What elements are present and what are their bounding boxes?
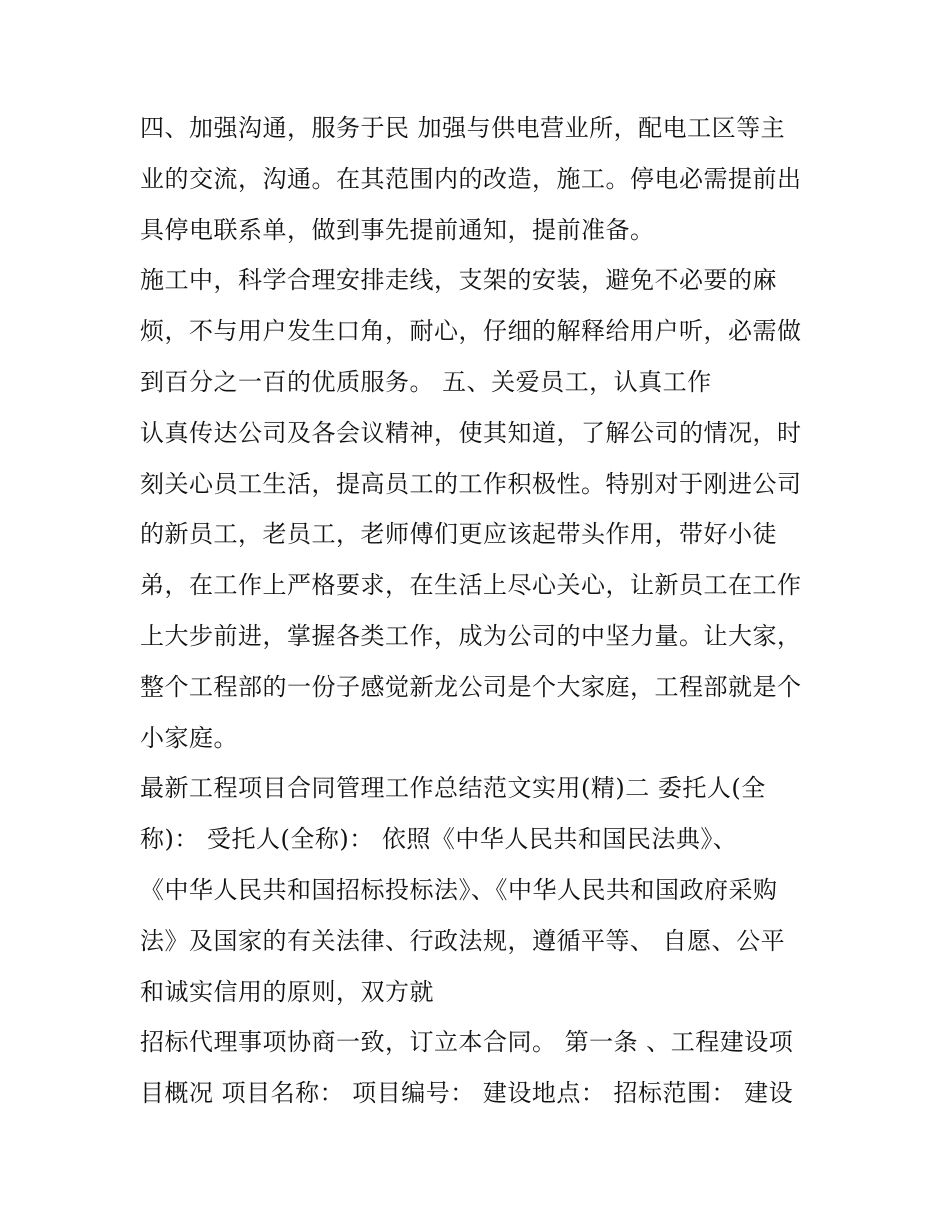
text-line: 目概况 项目名称： 项目编号： 建设地点： 招标范围： 建设 xyxy=(140,1079,794,1108)
text-line: 四、加强沟通，服务于民 加强与供电营业所，配电工区等主 xyxy=(140,114,786,142)
text-line: 和诚实信用的原则，双方就 xyxy=(140,977,434,1006)
text-line: 认真传达公司及各会议精神，使其知道，了解公司的情况，时 xyxy=(140,418,802,447)
text-line: 上大步前进，掌握各类工作，成为公司的中坚力量。让大家， xyxy=(140,621,802,650)
text-line: 整个工程部的一份子感觉新龙公司是个大家庭，工程部就是个 xyxy=(140,672,802,701)
text-line: 称)： 受托人(全称)： 依照《中华人民共和国民法典》、 xyxy=(140,825,738,854)
text-line: 小家庭。 xyxy=(140,723,238,752)
text-line: 招标代理事项协商一致，订立本合同。 第一条 、工程建设项 xyxy=(140,1028,794,1057)
text-line: 弟，在工作上严格要求，在生活上尽心关心，让新员工在工作 xyxy=(140,571,802,600)
text-line: 到百分之一百的优质服务。 五、关爱员工，认真工作 xyxy=(140,367,712,396)
document-body xyxy=(140,103,830,1119)
text-line: 的新员工，老员工，老师傅们更应该起带头作用，带好小徒 xyxy=(140,520,777,549)
text-line: 最新工程项目合同管理工作总结范文实用(精)二 委托人(全 xyxy=(140,774,766,803)
text-line: 刻关心员工生活，提高员工的工作积极性。特别对于刚进公司 xyxy=(140,469,802,498)
text-line: 业的交流，沟通。在其范围内的改造，施工。停电必需提前出 xyxy=(140,164,802,193)
text-line: 具停电联系单，做到事先提前通知，提前准备。 xyxy=(140,215,655,244)
text-line: 《中华人民共和国招标投标法》、《中华人民共和国政府采购 xyxy=(140,875,778,904)
text-line: 施工中，科学合理安排走线，支架的安装，避免不必要的麻 xyxy=(140,266,777,295)
text-line: 烦，不与用户发生口角，耐心，仔细的解释给用户听，必需做 xyxy=(140,317,802,346)
text-line: 法》及国家的有关法律、行政法规，遵循平等、 自愿、公平 xyxy=(140,926,786,955)
